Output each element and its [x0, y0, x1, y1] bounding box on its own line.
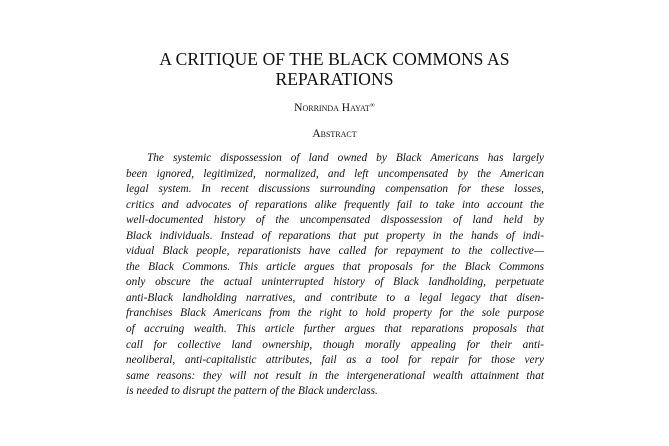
abstract-line: The systemic dispossession of land owned by Black Americans has largely — [147, 152, 544, 164]
abstract-line: is needed to disrupt the pattern of the Black underclass. — [126, 385, 378, 398]
article-title-line-1: A CRITIQUE OF THE BLACK COMMONS AS — [159, 49, 510, 69]
abstract-line: franchises Black Americans from the right to hold property for the sole purpose — [126, 307, 544, 320]
abstract-line: legal system. In recent discussions surrounding compensation for these losses, — [126, 183, 544, 196]
abstract-line: only obscure the actual uninterrupted history of Black landholding, perpetuate — [126, 276, 544, 289]
abstract-line: call for collective land ownership, though morally appealing for their anti- — [126, 338, 544, 351]
abstract-line: been ignored, legitimized, normalized, and left uncompensated by the American — [126, 167, 544, 180]
article-title-line-2: REPARATIONS — [275, 69, 394, 89]
abstract-line: the Black Commons. This article argues that proposals for the Black Commons — [126, 260, 544, 273]
author-name-text: Norrinda Hayat — [294, 102, 370, 114]
abstract-line: Black individuals. Instead of reparations that put property in the hands of indi- — [126, 229, 544, 242]
abstract-line: anti-Black landholding narratives, and contribute to a legal legacy that disen- — [126, 291, 544, 304]
author-name — [0, 101, 669, 115]
abstract-line: neoliberal, anti-capitalistic attributes, fail as a tool for repair for those very — [126, 354, 544, 367]
abstract-line: critics and advocates of reparations alike frequently fail to take into account the — [126, 198, 544, 211]
author-footnote-mark[interactable]: ∞ — [369, 101, 375, 109]
abstract-line: same reasons: they will not result in the intergenerational wealth attainment that — [126, 369, 544, 382]
abstract-heading: Abstract — [312, 128, 357, 140]
abstract-line: well-documented history of the uncompensated dispossession of land held by — [126, 214, 544, 227]
abstract-line: vidual Black people, reparationists have called for repayment to the collective— — [126, 245, 544, 258]
abstract-body — [126, 151, 544, 400]
abstract-line: of accruing wealth. This article further argues that reparations proposals that — [126, 323, 544, 336]
